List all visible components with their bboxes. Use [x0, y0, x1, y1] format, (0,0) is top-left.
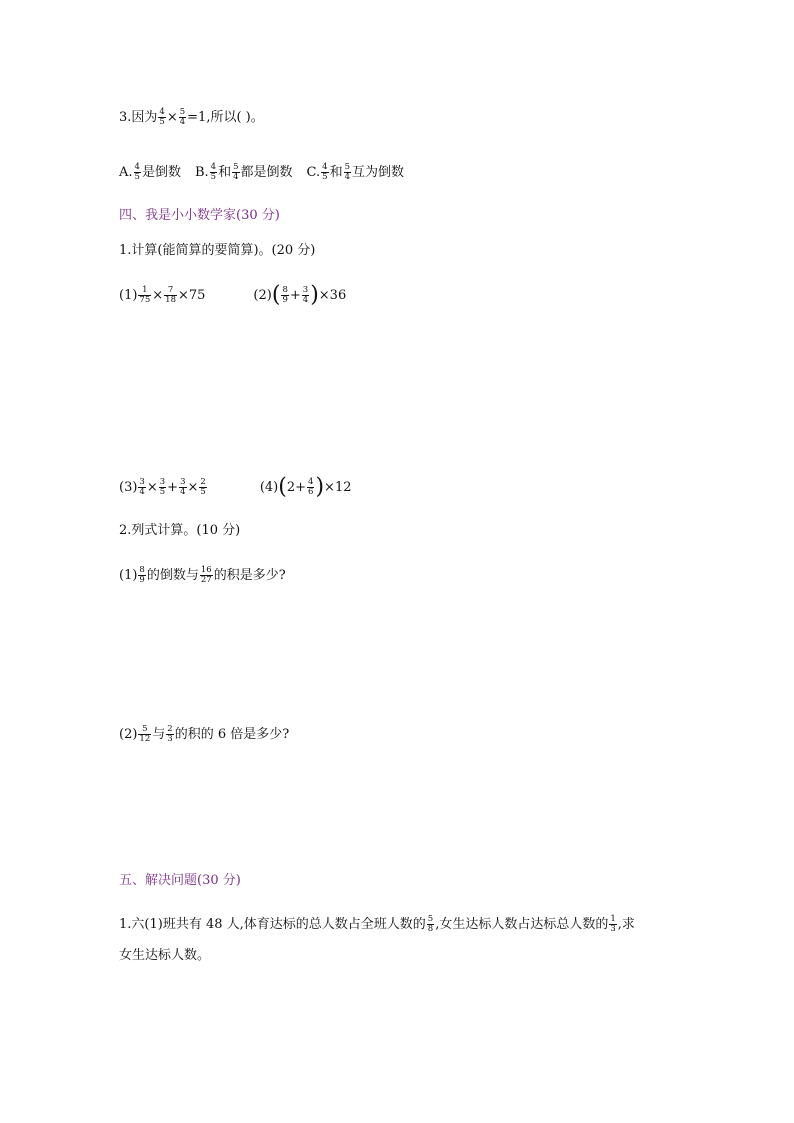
q3-blank: =1,所以( )。 — [187, 110, 264, 125]
calc-row-2 — [119, 474, 352, 499]
fraction: $\frac{4}{5}$ — [159, 107, 165, 127]
section-5-heading: 五、解决问题(30 分) — [119, 873, 241, 888]
list-problem-2: (2) $\frac{5}{12}$ 与 $\frac{2}{3}$ 的积的 6 倍是多少? — [119, 724, 290, 744]
list-title: 2.列式计算。(10 分) — [119, 523, 241, 538]
calc-problem-2: (2)( $\frac{8}{9}$ + $\frac{3}{4}$ )×36 — [253, 282, 347, 307]
calc-title: 1.计算(能简算的要简算)。(20 分) — [119, 243, 316, 258]
calc-problem-3: (3) $\frac{3}{4}$ × $\frac{3}{5}$ + $\frac{3}{4}$ × $\frac{2}{5}$ — [119, 476, 206, 497]
section-4-heading: 四、我是小小数学家(30 分) — [119, 208, 280, 223]
q3-prefix: 3.因为 — [119, 110, 158, 125]
calc-problem-4: (4)(2+ $\frac{4}{6}$ )×12 — [259, 474, 352, 499]
question-3: 3.因为 $\frac{4}{5}$ × $\frac{5}{4}$ =1,所以( )。 — [119, 107, 264, 127]
problem-1-line-1: 1.六(1)班共有 48 人,体育达标的总人数占全班人数的 $\frac{5}{8}$ ,女生达标人数占达标总人数的 $\frac{1}{3}$ ,求 — [119, 914, 635, 934]
calc-problem-1: (1) $\frac{1}{75}$ × $\frac{7}{18}$ ×75 — [119, 284, 206, 305]
fraction: $\frac{5}{4}$ — [179, 107, 186, 127]
list-problem-1: (1) $\frac{8}{9}$ 的倒数与 $\frac{16}{27}$ 的积是多少? — [119, 565, 286, 585]
problem-1-line-2: 女生达标人数。 — [119, 948, 211, 963]
option-a: A. $\frac{4}{5}$ 是倒数 — [119, 162, 181, 182]
answer-options — [119, 163, 404, 183]
calc-row-1 — [119, 282, 347, 307]
option-b: B. $\frac{4}{5}$ 和 $\frac{5}{4}$ 都是倒数 — [194, 162, 293, 182]
option-c: C. $\frac{4}{5}$ 和 $\frac{5}{4}$ 互为倒数 — [306, 162, 405, 182]
